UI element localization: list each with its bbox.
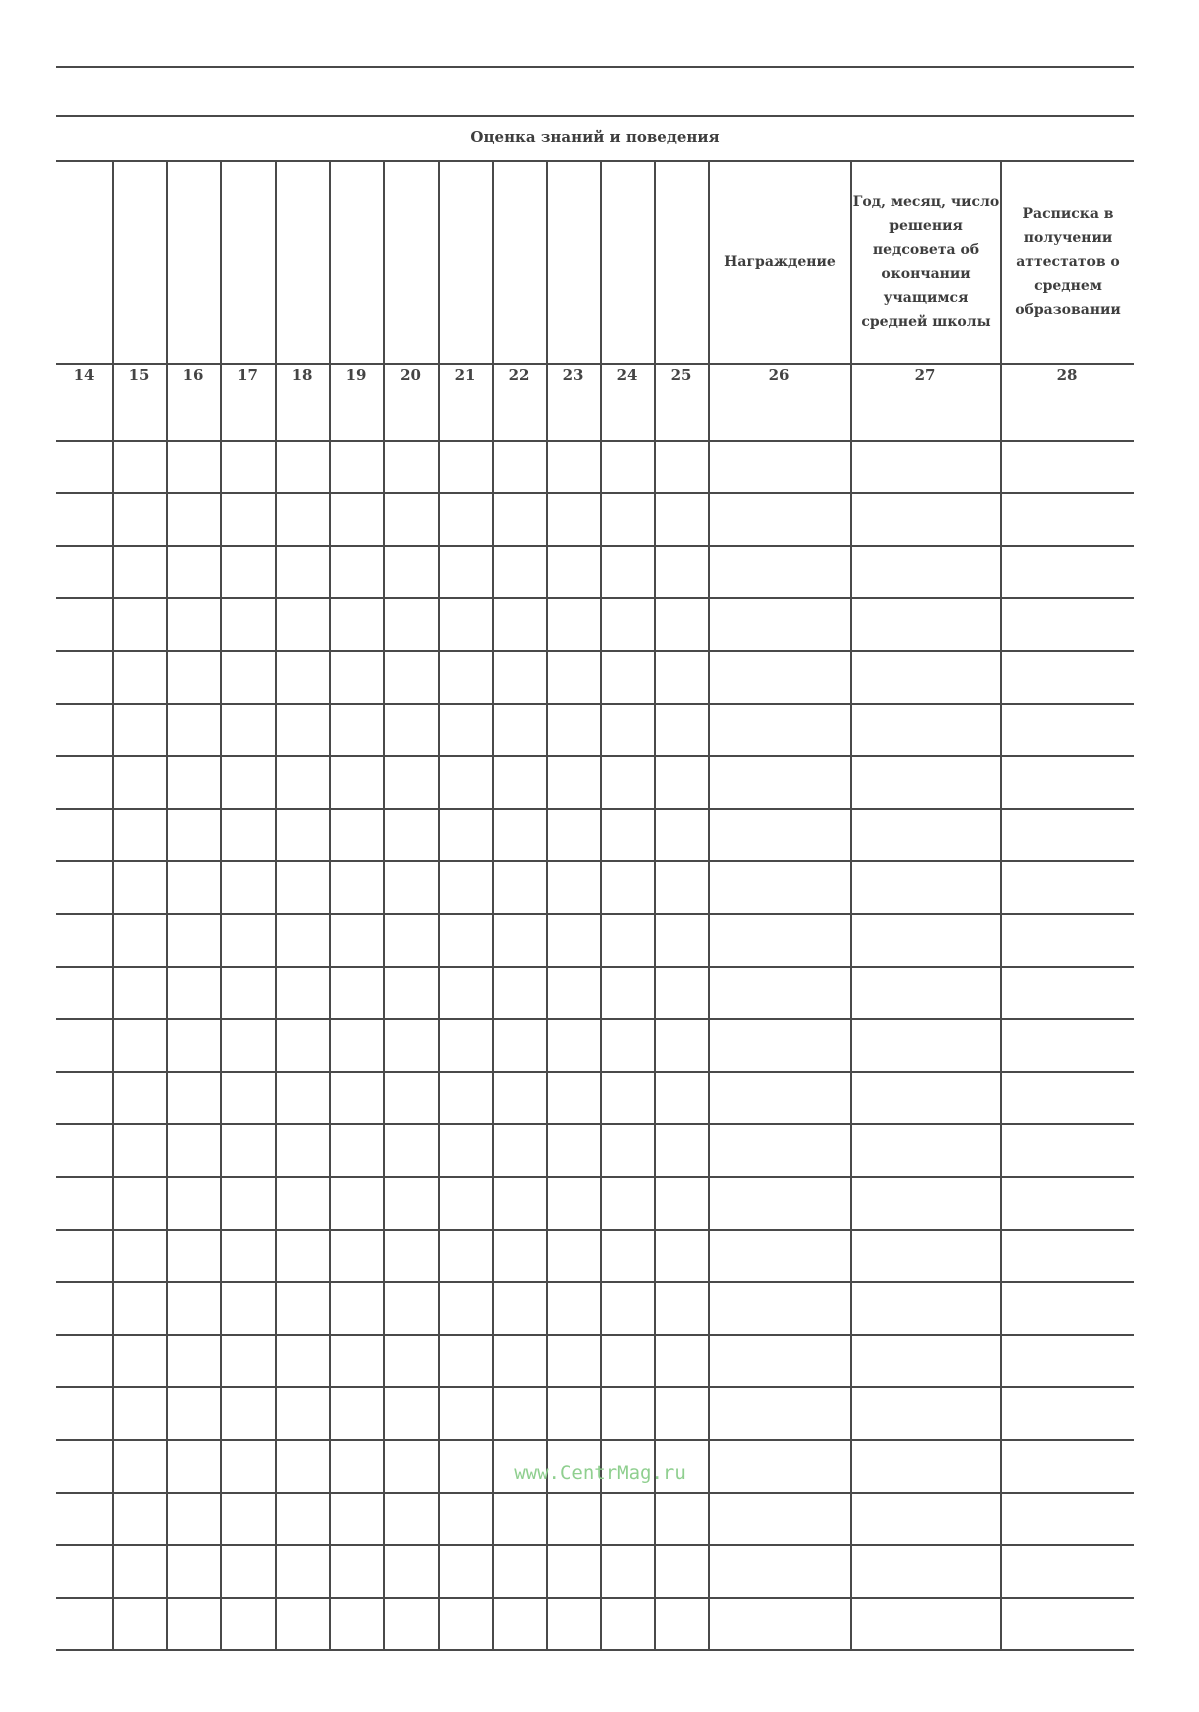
column-number: 21 xyxy=(454,366,476,384)
row-rule xyxy=(56,966,1134,968)
column-number: 18 xyxy=(291,366,313,384)
column-number: 27 xyxy=(914,366,936,384)
row-rule xyxy=(56,1176,1134,1178)
top-rule xyxy=(56,66,1134,68)
row-rule xyxy=(56,1439,1134,1441)
row-rule xyxy=(56,597,1134,599)
header-decision: Год, месяц, число решения педсовета об окончании учащимся средней школы xyxy=(852,194,1000,330)
column-number: 16 xyxy=(182,366,204,384)
column-number: 14 xyxy=(73,366,95,384)
row-rule xyxy=(56,1492,1134,1494)
row-rule xyxy=(56,1334,1134,1336)
watermark: www.CentrMag.ru xyxy=(514,1462,686,1484)
column-number: 17 xyxy=(237,366,258,384)
column-number: 25 xyxy=(670,366,692,384)
row-rule xyxy=(56,1018,1134,1020)
column-number: 28 xyxy=(1056,366,1078,384)
row-rule xyxy=(56,492,1134,494)
column-number: 19 xyxy=(345,366,367,384)
row-rule xyxy=(56,1597,1134,1599)
group-title: Оценка знаний и поведения xyxy=(470,128,720,146)
column-number: 20 xyxy=(400,366,421,384)
row-rule xyxy=(56,440,1134,442)
column-number: 23 xyxy=(562,366,584,384)
row-rule xyxy=(56,1544,1134,1546)
row-rule xyxy=(56,1281,1134,1283)
row-rule xyxy=(56,808,1134,810)
column-number: 15 xyxy=(128,366,150,384)
row-rule xyxy=(56,913,1134,915)
row-rule xyxy=(56,755,1134,757)
column-number: 22 xyxy=(508,366,530,384)
row-rule xyxy=(56,1386,1134,1388)
row-rule xyxy=(56,703,1134,705)
column-number: 24 xyxy=(616,366,638,384)
header-award: Награждение xyxy=(724,254,836,270)
row-rule xyxy=(56,860,1134,862)
row-rule xyxy=(56,1649,1134,1651)
row-rule xyxy=(56,650,1134,652)
header-receipt: Расписка в получении аттестатов о среднем образовании xyxy=(1015,206,1121,318)
row-rule xyxy=(56,545,1134,547)
row-rule xyxy=(56,1071,1134,1073)
column-number: 26 xyxy=(768,366,790,384)
row-rule xyxy=(56,1229,1134,1231)
top-rule xyxy=(56,115,1134,117)
row-rule xyxy=(56,1123,1134,1125)
